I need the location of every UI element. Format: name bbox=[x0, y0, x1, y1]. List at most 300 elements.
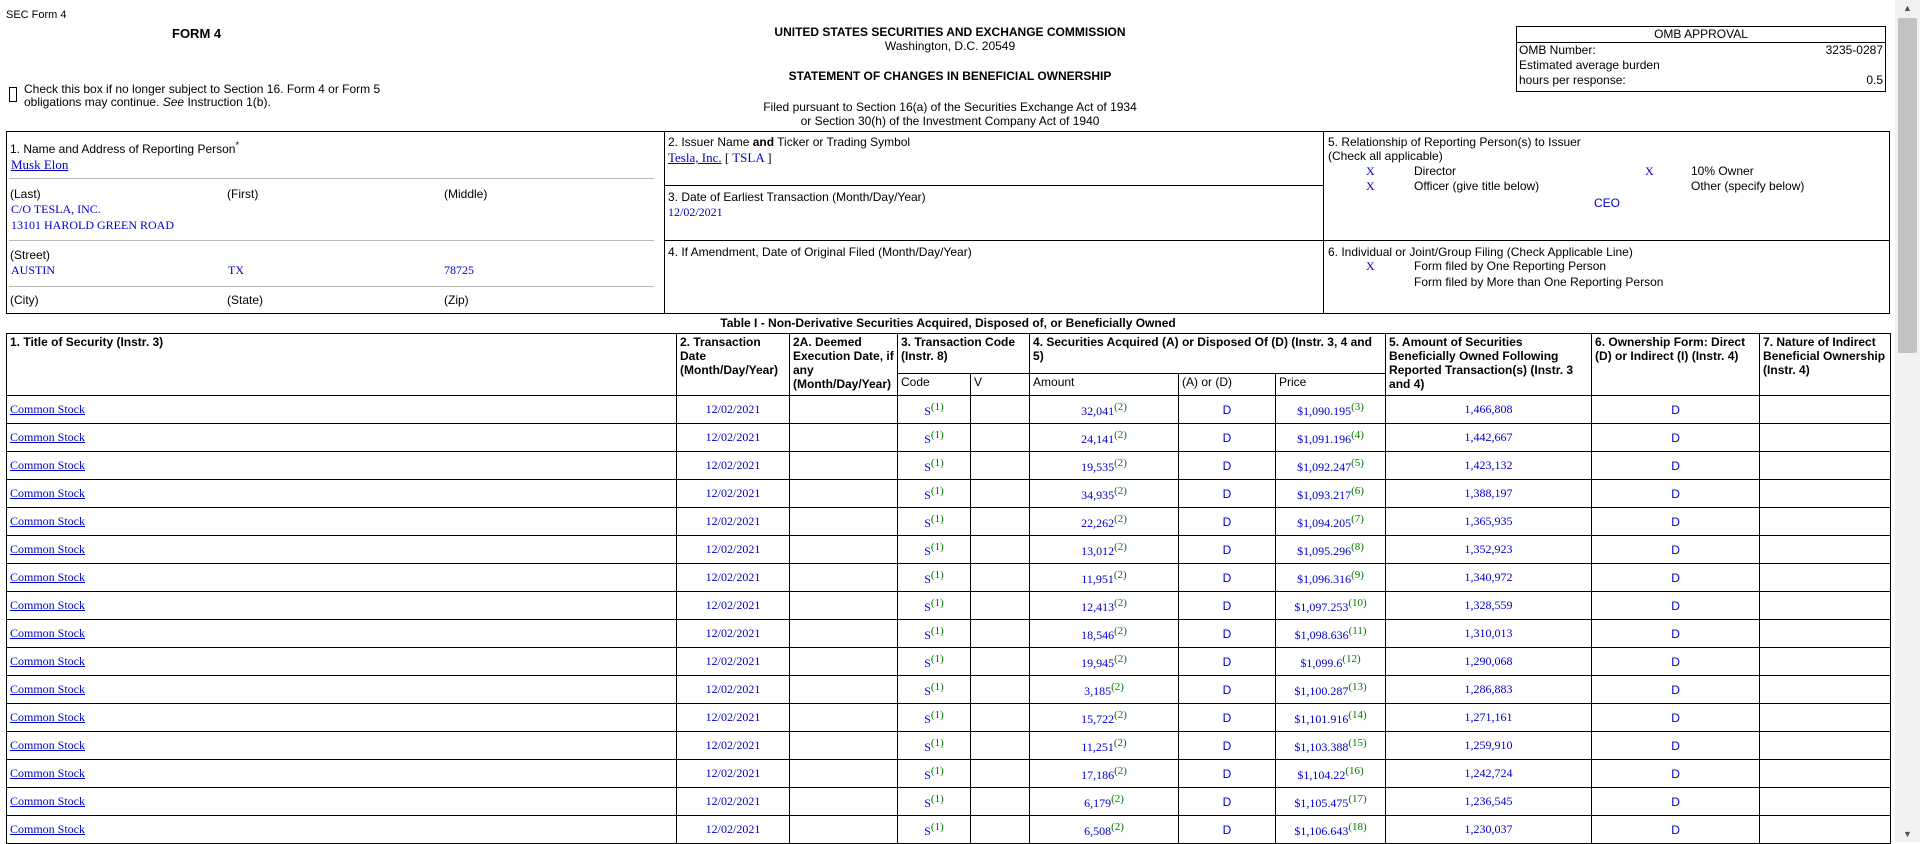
price-footnote: (14) bbox=[1348, 708, 1367, 721]
amount-footnote: (2) bbox=[1114, 456, 1127, 469]
cell-amount: 15,722$^{(2)}$ bbox=[1030, 704, 1179, 732]
security-title-link[interactable]: Common Stock bbox=[10, 430, 86, 444]
table-row bbox=[7, 704, 1891, 732]
cell-a-or-d: D bbox=[1179, 424, 1276, 452]
cell-ownership-form: D bbox=[1592, 536, 1760, 564]
cell-owned: 1,352,923 bbox=[1386, 536, 1592, 564]
cell-a-or-d: D bbox=[1179, 396, 1276, 424]
cell-date: 12/02/2021 bbox=[677, 620, 790, 648]
first-label: (First) bbox=[227, 187, 259, 201]
issuer-label: 2. Issuer Name and Ticker or Trading Symbol bbox=[668, 135, 911, 149]
cell-amount: 11,251$^{(2)}$ bbox=[1030, 732, 1179, 760]
price-footnote: (17) bbox=[1348, 792, 1367, 805]
cell-a-or-d: D bbox=[1179, 620, 1276, 648]
cell-deemed-date bbox=[790, 676, 898, 704]
filing-one-label: Form filed by One Reporting Person bbox=[1414, 259, 1607, 273]
amount-footnote: (2) bbox=[1114, 596, 1127, 609]
cell-code: S$^{(1)}$ bbox=[898, 424, 971, 452]
cell-code: S$^{(1)}$ bbox=[898, 816, 971, 844]
code-footnote: (1) bbox=[930, 400, 944, 413]
filing-more-label: Form filed by More than One Reporting Person bbox=[1414, 275, 1664, 289]
cell-date: 12/02/2021 bbox=[677, 760, 790, 788]
amount-footnote: (2) bbox=[1114, 400, 1127, 413]
last-label: (Last) bbox=[10, 187, 41, 201]
header-deemed-execution-date: 2A. Deemed Execution Date, if any (Month/Day/Year) bbox=[790, 334, 898, 396]
cell-date: 12/02/2021 bbox=[677, 648, 790, 676]
cell-nature bbox=[1760, 732, 1891, 760]
cell-price: $1,103.388$^{(15)}$ bbox=[1276, 732, 1386, 760]
reporting-person-name-link[interactable]: Musk Elon bbox=[11, 157, 69, 172]
code-footnote: (1) bbox=[930, 792, 944, 805]
cell-v bbox=[971, 424, 1030, 452]
cell-a-or-d: D bbox=[1179, 536, 1276, 564]
officer-label: Officer (give title below) bbox=[1414, 179, 1540, 193]
cell-deemed-date bbox=[790, 536, 898, 564]
cell-deemed-date bbox=[790, 760, 898, 788]
cell-date: 12/02/2021 bbox=[677, 788, 790, 816]
amount-footnote: (2) bbox=[1114, 484, 1127, 497]
amount-footnote: (2) bbox=[1114, 624, 1127, 637]
address-line-1: C/O TESLA, INC. bbox=[11, 202, 101, 216]
table-row bbox=[7, 648, 1891, 676]
statement-title: STATEMENT OF CHANGES IN BENEFICIAL OWNERSHIP bbox=[788, 69, 1112, 83]
city-value: AUSTIN bbox=[11, 263, 55, 277]
header-nature-of-ownership: 7. Nature of Indirect Beneficial Ownership (Instr. 4) bbox=[1760, 334, 1891, 396]
issuer-value: Tesla, Inc. [ TSLA ] bbox=[668, 150, 772, 165]
cell-a-or-d: D bbox=[1179, 452, 1276, 480]
cell-nature bbox=[1760, 396, 1891, 424]
cell-code: S$^{(1)}$ bbox=[898, 508, 971, 536]
cell-price: $1,101.916$^{(14)}$ bbox=[1276, 704, 1386, 732]
zip-value: 78725 bbox=[444, 263, 474, 277]
cell-title bbox=[7, 648, 677, 676]
cell-code: S$^{(1)}$ bbox=[898, 732, 971, 760]
code-footnote: (1) bbox=[930, 540, 944, 553]
officer-mark: X bbox=[1366, 179, 1375, 193]
omb-title: OMB APPROVAL bbox=[1517, 27, 1885, 43]
cell-code: S$^{(1)}$ bbox=[898, 648, 971, 676]
cell-owned: 1,271,161 bbox=[1386, 704, 1592, 732]
cell-nature bbox=[1760, 816, 1891, 844]
middle-label: (Middle) bbox=[444, 187, 488, 201]
cell-owned: 1,340,972 bbox=[1386, 564, 1592, 592]
cell-nature bbox=[1760, 424, 1891, 452]
cell-amount: 19,535$^{(2)}$ bbox=[1030, 452, 1179, 480]
cell-owned: 1,236,545 bbox=[1386, 788, 1592, 816]
omb-number-value: 3235-0287 bbox=[1825, 43, 1883, 57]
cell-nature bbox=[1760, 564, 1891, 592]
cell-a-or-d: D bbox=[1179, 648, 1276, 676]
cell-deemed-date bbox=[790, 592, 898, 620]
cell-ownership-form: D bbox=[1592, 564, 1760, 592]
cell-amount: 32,041$^{(2)}$ bbox=[1030, 396, 1179, 424]
cell-deemed-date bbox=[790, 480, 898, 508]
cell-price: $1,099.6$^{(12)}$ bbox=[1276, 648, 1386, 676]
security-title-link[interactable]: Common Stock bbox=[10, 682, 86, 696]
cell-ownership-form: D bbox=[1592, 648, 1760, 676]
cell-owned: 1,365,935 bbox=[1386, 508, 1592, 536]
table-row bbox=[7, 508, 1891, 536]
code-footnote: (1) bbox=[930, 708, 944, 721]
cell-v bbox=[971, 592, 1030, 620]
scrollbar-thumb[interactable] bbox=[1898, 18, 1917, 353]
cell-amount: 3,185$^{(2)}$ bbox=[1030, 676, 1179, 704]
security-title-link[interactable]: Common Stock bbox=[10, 766, 86, 780]
cell-date: 12/02/2021 bbox=[677, 396, 790, 424]
header-transaction-date: 2. Transaction Date (Month/Day/Year) bbox=[677, 334, 790, 396]
cell-price: $1,104.22$^{(16)}$ bbox=[1276, 760, 1386, 788]
cell-owned: 1,388,197 bbox=[1386, 480, 1592, 508]
cell-ownership-form: D bbox=[1592, 760, 1760, 788]
cell-v bbox=[971, 508, 1030, 536]
cell-code: S$^{(1)}$ bbox=[898, 564, 971, 592]
cell-owned: 1,466,808 bbox=[1386, 396, 1592, 424]
cell-code: S$^{(1)}$ bbox=[898, 536, 971, 564]
cell-nature bbox=[1760, 592, 1891, 620]
cell-title bbox=[7, 536, 677, 564]
table-row bbox=[7, 816, 1891, 844]
address-line-2: 13101 HAROLD GREEN ROAD bbox=[11, 218, 174, 232]
cell-ownership-form: D bbox=[1592, 788, 1760, 816]
security-title-link[interactable]: Common Stock bbox=[10, 402, 86, 416]
ticker-symbol: TSLA bbox=[732, 150, 764, 165]
city-label: (City) bbox=[10, 293, 39, 307]
cell-price: $1,095.296$^{(8)}$ bbox=[1276, 536, 1386, 564]
cell-v bbox=[971, 452, 1030, 480]
cell-nature bbox=[1760, 648, 1891, 676]
amount-footnote: (2) bbox=[1114, 708, 1127, 721]
cell-amount: 34,935$^{(2)}$ bbox=[1030, 480, 1179, 508]
cell-nature bbox=[1760, 788, 1891, 816]
filed-line-1: Filed pursuant to Section 16(a) of the Securities Exchange Act of 1934 bbox=[763, 100, 1137, 114]
cell-owned: 1,290,068 bbox=[1386, 648, 1592, 676]
code-footnote: (1) bbox=[930, 484, 944, 497]
cell-title bbox=[7, 760, 677, 788]
table-row bbox=[7, 564, 1891, 592]
cell-price: $1,096.316$^{(9)}$ bbox=[1276, 564, 1386, 592]
cell-date: 12/02/2021 bbox=[677, 480, 790, 508]
header-securities-acquired: 4. Securities Acquired (A) or Disposed Of (D) (Instr. 3, 4 and 5) bbox=[1030, 334, 1386, 374]
cell-deemed-date bbox=[790, 452, 898, 480]
cell-code: S$^{(1)}$ bbox=[898, 592, 971, 620]
cell-nature bbox=[1760, 508, 1891, 536]
cell-amount: 18,546$^{(2)}$ bbox=[1030, 620, 1179, 648]
cell-date: 12/02/2021 bbox=[677, 452, 790, 480]
cell-a-or-d: D bbox=[1179, 788, 1276, 816]
table1 bbox=[6, 333, 1891, 844]
filing-one-mark: X bbox=[1366, 259, 1375, 273]
price-footnote: (9) bbox=[1351, 568, 1364, 581]
cell-code: S$^{(1)}$ bbox=[898, 396, 971, 424]
cell-v bbox=[971, 536, 1030, 564]
price-footnote: (12) bbox=[1342, 652, 1361, 665]
code-footnote: (1) bbox=[930, 652, 944, 665]
price-footnote: (6) bbox=[1351, 484, 1364, 497]
cell-v bbox=[971, 396, 1030, 424]
cell-date: 12/02/2021 bbox=[677, 508, 790, 536]
price-footnote: (10) bbox=[1348, 596, 1367, 609]
header-price: Price bbox=[1276, 374, 1386, 396]
code-footnote: (1) bbox=[930, 764, 944, 777]
sec-form-label: SEC Form 4 bbox=[6, 9, 67, 21]
price-footnote: (13) bbox=[1348, 680, 1367, 693]
cell-ownership-form: D bbox=[1592, 676, 1760, 704]
table-row bbox=[7, 732, 1891, 760]
price-footnote: (18) bbox=[1348, 820, 1367, 833]
cell-nature bbox=[1760, 676, 1891, 704]
agency-address: Washington, D.C. 20549 bbox=[884, 39, 1016, 53]
cell-amount: 22,262$^{(2)}$ bbox=[1030, 508, 1179, 536]
scroll-down-arrow-icon[interactable]: ▼ bbox=[1903, 829, 1912, 839]
relationship-label: 5. Relationship of Reporting Person(s) to Issuer bbox=[1328, 135, 1581, 149]
cell-title bbox=[7, 424, 677, 452]
cell-price: $1,100.287$^{(13)}$ bbox=[1276, 676, 1386, 704]
cell-price: $1,106.643$^{(18)}$ bbox=[1276, 816, 1386, 844]
security-title-link[interactable]: Common Stock bbox=[10, 822, 86, 836]
cell-price: $1,105.475$^{(17)}$ bbox=[1276, 788, 1386, 816]
security-title-link[interactable]: Common Stock bbox=[10, 598, 86, 612]
header-a-or-d: (A) or (D) bbox=[1179, 374, 1276, 396]
filed-line-2: or Section 30(h) of the Investment Company Act of 1940 bbox=[800, 114, 1100, 128]
price-footnote: (4) bbox=[1351, 428, 1364, 441]
scroll-up-arrow-icon[interactable]: ▲ bbox=[1903, 3, 1912, 13]
omb-hours-label: hours per response: bbox=[1519, 73, 1626, 87]
header-transaction-code: 3. Transaction Code (Instr. 8) bbox=[898, 334, 1030, 374]
cell-price: $1,091.196$^{(4)}$ bbox=[1276, 424, 1386, 452]
cell-v bbox=[971, 704, 1030, 732]
price-footnote: (15) bbox=[1348, 736, 1367, 749]
security-title-link[interactable]: Common Stock bbox=[10, 542, 86, 556]
issuer-name-link[interactable]: Tesla, Inc. bbox=[668, 150, 722, 165]
cell-nature bbox=[1760, 480, 1891, 508]
cell-title bbox=[7, 592, 677, 620]
cell-v bbox=[971, 480, 1030, 508]
cell-nature bbox=[1760, 452, 1891, 480]
cell-amount: 6,179$^{(2)}$ bbox=[1030, 788, 1179, 816]
cell-deemed-date bbox=[790, 816, 898, 844]
cell-nature bbox=[1760, 760, 1891, 788]
cell-v bbox=[971, 620, 1030, 648]
cell-amount: 6,508$^{(2)}$ bbox=[1030, 816, 1179, 844]
ten-percent-mark: X bbox=[1645, 164, 1654, 178]
cell-amount: 24,141$^{(2)}$ bbox=[1030, 424, 1179, 452]
cell-code: S$^{(1)}$ bbox=[898, 620, 971, 648]
cell-date: 12/02/2021 bbox=[677, 816, 790, 844]
amount-footnote: (2) bbox=[1114, 540, 1127, 553]
cell-ownership-form: D bbox=[1592, 620, 1760, 648]
table-row bbox=[7, 592, 1891, 620]
cell-a-or-d: D bbox=[1179, 480, 1276, 508]
amount-footnote: (2) bbox=[1111, 792, 1124, 805]
cell-ownership-form: D bbox=[1592, 704, 1760, 732]
cell-owned: 1,286,883 bbox=[1386, 676, 1592, 704]
code-footnote: (1) bbox=[930, 820, 944, 833]
cell-amount: 12,413$^{(2)}$ bbox=[1030, 592, 1179, 620]
cell-amount: 13,012$^{(2)}$ bbox=[1030, 536, 1179, 564]
code-footnote: (1) bbox=[930, 596, 944, 609]
security-title-link[interactable]: Common Stock bbox=[10, 794, 86, 808]
cell-deemed-date bbox=[790, 508, 898, 536]
cell-deemed-date bbox=[790, 564, 898, 592]
cell-title bbox=[7, 816, 677, 844]
other-label: Other (specify below) bbox=[1691, 179, 1805, 193]
table-row bbox=[7, 424, 1891, 452]
cell-date: 12/02/2021 bbox=[677, 676, 790, 704]
security-title-link[interactable]: Common Stock bbox=[10, 514, 86, 528]
cell-code: S$^{(1)}$ bbox=[898, 480, 971, 508]
amount-footnote: (2) bbox=[1111, 820, 1124, 833]
cell-ownership-form: D bbox=[1592, 452, 1760, 480]
security-title-link[interactable]: Common Stock bbox=[10, 570, 86, 584]
header-amount-owned: 5. Amount of Securities Beneficially Owned Following Reported Transaction(s) (Instr. 3 and 4) bbox=[1386, 334, 1592, 396]
cell-ownership-form: D bbox=[1592, 396, 1760, 424]
cell-nature bbox=[1760, 536, 1891, 564]
cell-deemed-date bbox=[790, 648, 898, 676]
cell-owned: 1,442,667 bbox=[1386, 424, 1592, 452]
header-title-of-security: 1. Title of Security (Instr. 3) bbox=[7, 334, 677, 396]
cell-date: 12/02/2021 bbox=[677, 592, 790, 620]
security-title-link[interactable]: Common Stock bbox=[10, 486, 86, 500]
cell-nature bbox=[1760, 704, 1891, 732]
security-title-link[interactable]: Common Stock bbox=[10, 654, 86, 668]
amendment-label: 4. If Amendment, Date of Original Filed (Month/Day/Year) bbox=[668, 245, 972, 259]
cell-title bbox=[7, 396, 677, 424]
cell-owned: 1,328,559 bbox=[1386, 592, 1592, 620]
cell-price: $1,094.205$^{(7)}$ bbox=[1276, 508, 1386, 536]
relationship-sublabel: (Check all applicable) bbox=[1328, 149, 1443, 163]
table-row bbox=[7, 452, 1891, 480]
amount-footnote: (2) bbox=[1114, 764, 1127, 777]
agency-name: UNITED STATES SECURITIES AND EXCHANGE COMMISSION bbox=[774, 25, 1126, 39]
filing-label: 6. Individual or Joint/Group Filing (Check Applicable Line) bbox=[1328, 245, 1633, 259]
cell-date: 12/02/2021 bbox=[677, 424, 790, 452]
price-footnote: (16) bbox=[1345, 764, 1364, 777]
table-row bbox=[7, 760, 1891, 788]
header-ownership-form: 6. Ownership Form: Direct (D) or Indirect (I) (Instr. 4) bbox=[1592, 334, 1760, 396]
amount-footnote: (2) bbox=[1114, 512, 1127, 525]
code-footnote: (1) bbox=[930, 428, 944, 441]
omb-number-label: OMB Number: bbox=[1519, 43, 1596, 57]
cell-code: S$^{(1)}$ bbox=[898, 676, 971, 704]
cell-a-or-d: D bbox=[1179, 760, 1276, 788]
price-footnote: (8) bbox=[1351, 540, 1364, 553]
code-footnote: (1) bbox=[930, 512, 944, 525]
cell-price: $1,092.247$^{(5)}$ bbox=[1276, 452, 1386, 480]
price-footnote: (3) bbox=[1351, 400, 1364, 413]
cell-owned: 1,230,037 bbox=[1386, 816, 1592, 844]
cell-date: 12/02/2021 bbox=[677, 732, 790, 760]
cell-code: S$^{(1)}$ bbox=[898, 452, 971, 480]
cell-ownership-form: D bbox=[1592, 480, 1760, 508]
cell-title bbox=[7, 620, 677, 648]
cell-ownership-form: D bbox=[1592, 816, 1760, 844]
zip-label: (Zip) bbox=[444, 293, 469, 307]
cell-a-or-d: D bbox=[1179, 732, 1276, 760]
state-label: (State) bbox=[227, 293, 264, 307]
header-amount: Amount bbox=[1030, 374, 1179, 396]
cell-code: S$^{(1)}$ bbox=[898, 704, 971, 732]
cell-title bbox=[7, 508, 677, 536]
header-v: V bbox=[971, 374, 1030, 396]
cell-title bbox=[7, 480, 677, 508]
cell-a-or-d: D bbox=[1179, 508, 1276, 536]
reporting-person-label: 1. Name and Address of Reporting Person* bbox=[10, 140, 239, 156]
cell-amount: 17,186$^{(2)}$ bbox=[1030, 760, 1179, 788]
security-title-link[interactable]: Common Stock bbox=[10, 458, 86, 472]
cell-deemed-date bbox=[790, 620, 898, 648]
table-row bbox=[7, 676, 1891, 704]
cell-v bbox=[971, 648, 1030, 676]
cell-a-or-d: D bbox=[1179, 676, 1276, 704]
cell-price: $1,098.636$^{(11)}$ bbox=[1276, 620, 1386, 648]
cell-title bbox=[7, 704, 677, 732]
cell-title bbox=[7, 452, 677, 480]
checkbox-text: Check this box if no longer subject to Section 16. Form 4 or Form 5 obligations may continue. See Instruction 1(b). bbox=[24, 82, 381, 109]
cell-deemed-date bbox=[790, 732, 898, 760]
officer-title: CEO bbox=[1594, 196, 1621, 210]
earliest-transaction-label: 3. Date of Earliest Transaction (Month/Day/Year) bbox=[668, 190, 926, 204]
cell-v bbox=[971, 760, 1030, 788]
header-code: Code bbox=[898, 374, 971, 396]
cell-owned: 1,423,132 bbox=[1386, 452, 1592, 480]
code-footnote: (1) bbox=[930, 456, 944, 469]
cell-date: 12/02/2021 bbox=[677, 704, 790, 732]
cell-owned: 1,242,724 bbox=[1386, 760, 1592, 788]
cell-title bbox=[7, 732, 677, 760]
cell-deemed-date bbox=[790, 788, 898, 816]
omb-burden-label: Estimated average burden bbox=[1519, 58, 1660, 72]
table-row bbox=[7, 620, 1891, 648]
cell-price: $1,093.217$^{(6)}$ bbox=[1276, 480, 1386, 508]
code-footnote: (1) bbox=[930, 568, 944, 581]
price-footnote: (7) bbox=[1351, 512, 1364, 525]
cell-deemed-date bbox=[790, 396, 898, 424]
cell-code: S$^{(1)}$ bbox=[898, 760, 971, 788]
security-title-link[interactable]: Common Stock bbox=[10, 626, 86, 640]
table-row bbox=[7, 480, 1891, 508]
cell-v bbox=[971, 788, 1030, 816]
cell-code: S$^{(1)}$ bbox=[898, 788, 971, 816]
cell-price: $1,097.253$^{(10)}$ bbox=[1276, 592, 1386, 620]
table-row bbox=[7, 536, 1891, 564]
cell-a-or-d: D bbox=[1179, 592, 1276, 620]
section16-checkbox[interactable] bbox=[9, 87, 17, 102]
cell-ownership-form: D bbox=[1592, 424, 1760, 452]
amount-footnote: (2) bbox=[1111, 680, 1124, 693]
cell-ownership-form: D bbox=[1592, 508, 1760, 536]
security-title-link[interactable]: Common Stock bbox=[10, 738, 86, 752]
omb-approval-box bbox=[1516, 26, 1886, 92]
ten-percent-label: 10% Owner bbox=[1691, 164, 1754, 178]
cell-deemed-date bbox=[790, 704, 898, 732]
cell-title bbox=[7, 676, 677, 704]
form-title: FORM 4 bbox=[172, 26, 222, 41]
amount-footnote: (2) bbox=[1113, 736, 1127, 749]
director-label: Director bbox=[1414, 164, 1457, 178]
cell-owned: 1,310,013 bbox=[1386, 620, 1592, 648]
cell-a-or-d: D bbox=[1179, 564, 1276, 592]
security-title-link[interactable]: Common Stock bbox=[10, 710, 86, 724]
earliest-transaction-value: 12/02/2021 bbox=[668, 205, 723, 219]
cell-date: 12/02/2021 bbox=[677, 564, 790, 592]
cell-title bbox=[7, 564, 677, 592]
cell-ownership-form: D bbox=[1592, 732, 1760, 760]
code-footnote: (1) bbox=[930, 624, 944, 637]
cell-a-or-d: D bbox=[1179, 704, 1276, 732]
amount-footnote: (2) bbox=[1114, 652, 1127, 665]
amount-footnote: (2) bbox=[1114, 428, 1127, 441]
table-row bbox=[7, 396, 1891, 424]
